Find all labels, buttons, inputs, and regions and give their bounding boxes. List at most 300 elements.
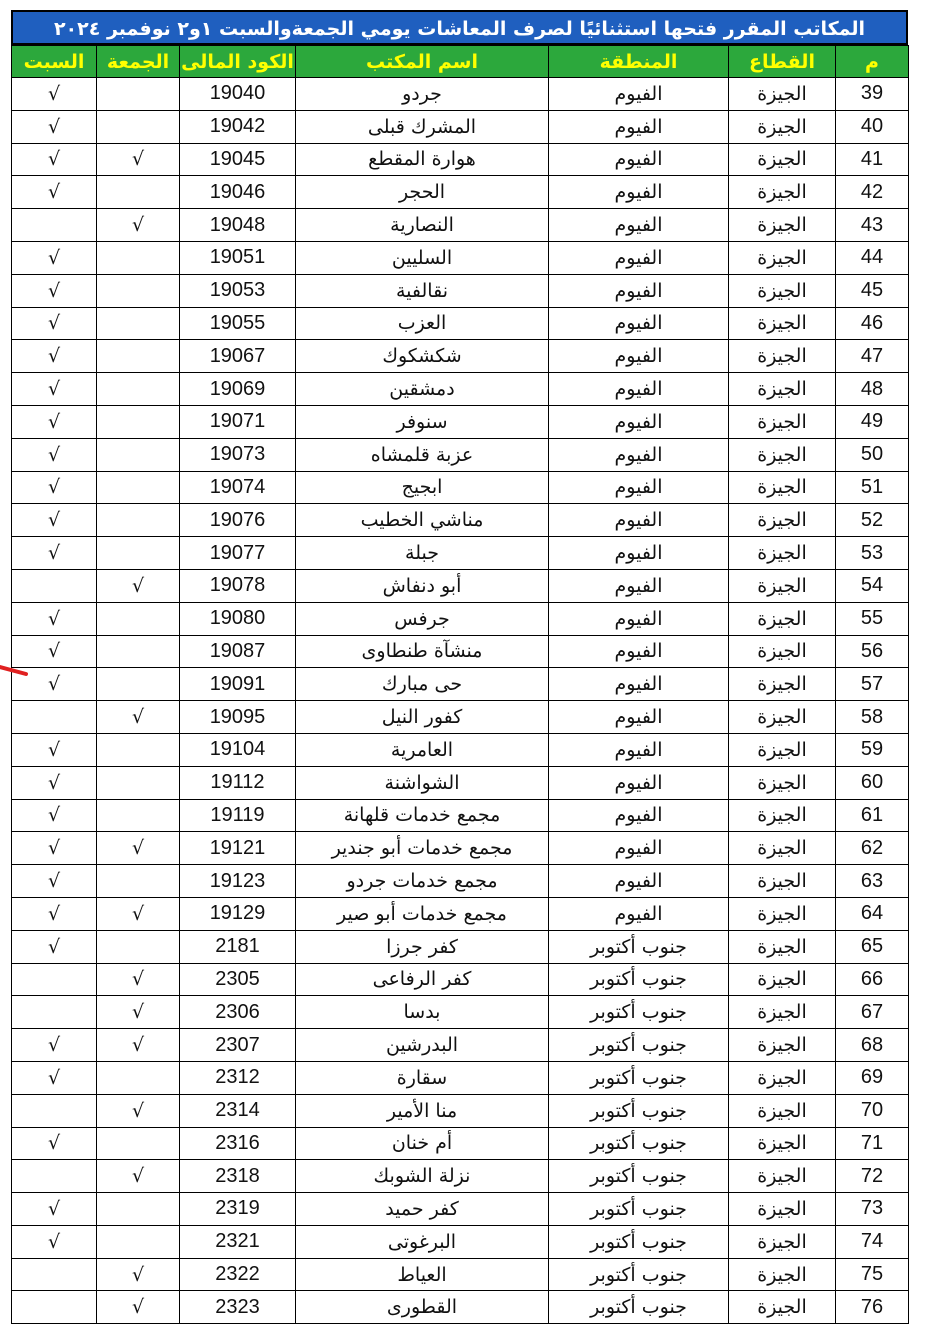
cell-sector: الجيزة	[729, 996, 836, 1029]
cell-office-name: نقالفية	[296, 274, 549, 307]
cell-saturday-check: √	[12, 78, 97, 111]
cell-region: الفيوم	[549, 209, 729, 242]
cell-region: جنوب أكتوبر	[549, 1258, 729, 1291]
cell-sector: الجيزة	[729, 865, 836, 898]
cell-office-name: ابجيج	[296, 471, 549, 504]
cell-financial-code: 19051	[180, 241, 296, 274]
cell-region: الفيوم	[549, 799, 729, 832]
cell-region: الفيوم	[549, 78, 729, 111]
cell-financial-code: 2312	[180, 1061, 296, 1094]
cell-friday-check	[97, 799, 180, 832]
cell-financial-code: 19076	[180, 504, 296, 537]
offices-table	[11, 45, 909, 1324]
cell-financial-code: 19121	[180, 832, 296, 865]
table-header-row	[12, 46, 909, 78]
column-header-saturday: السبت	[12, 46, 97, 78]
cell-sector: الجيزة	[729, 340, 836, 373]
cell-saturday-check: √	[12, 143, 97, 176]
cell-region: الفيوم	[549, 701, 729, 734]
cell-sector: الجيزة	[729, 241, 836, 274]
table-row	[12, 930, 909, 963]
table-row	[12, 799, 909, 832]
cell-region: الفيوم	[549, 865, 729, 898]
cell-number: 75	[836, 1258, 909, 1291]
cell-financial-code: 19045	[180, 143, 296, 176]
cell-sector: الجيزة	[729, 471, 836, 504]
cell-number: 47	[836, 340, 909, 373]
cell-financial-code: 2307	[180, 1029, 296, 1062]
cell-friday-check	[97, 733, 180, 766]
cell-financial-code: 19046	[180, 176, 296, 209]
cell-saturday-check: √	[12, 405, 97, 438]
cell-office-name: دمشقين	[296, 373, 549, 406]
cell-region: الفيوم	[549, 897, 729, 930]
table-row	[12, 537, 909, 570]
cell-financial-code: 19095	[180, 701, 296, 734]
red-annotation-mark	[0, 663, 28, 677]
cell-office-name: جبلة	[296, 537, 549, 570]
cell-friday-check	[97, 1127, 180, 1160]
cell-office-name: هوارة المقطع	[296, 143, 549, 176]
cell-friday-check: √	[97, 1291, 180, 1324]
cell-financial-code: 19042	[180, 110, 296, 143]
cell-office-name: منا الأمير	[296, 1094, 549, 1127]
cell-sector: الجيزة	[729, 668, 836, 701]
cell-saturday-check: √	[12, 438, 97, 471]
cell-sector: الجيزة	[729, 930, 836, 963]
cell-financial-code: 19112	[180, 766, 296, 799]
cell-region: جنوب أكتوبر	[549, 1127, 729, 1160]
cell-office-name: البرغوتى	[296, 1225, 549, 1258]
cell-region: الفيوم	[549, 438, 729, 471]
cell-saturday-check	[12, 569, 97, 602]
cell-sector: الجيزة	[729, 602, 836, 635]
table-row	[12, 1127, 909, 1160]
cell-saturday-check: √	[12, 241, 97, 274]
cell-number: 73	[836, 1193, 909, 1226]
cell-friday-check	[97, 930, 180, 963]
cell-saturday-check: √	[12, 799, 97, 832]
cell-region: الفيوم	[549, 602, 729, 635]
table-row	[12, 668, 909, 701]
cell-number: 59	[836, 733, 909, 766]
cell-region: الفيوم	[549, 569, 729, 602]
cell-financial-code: 2305	[180, 963, 296, 996]
table-row	[12, 209, 909, 242]
cell-saturday-check	[12, 209, 97, 242]
cell-region: الفيوم	[549, 241, 729, 274]
cell-sector: الجيزة	[729, 963, 836, 996]
cell-region: الفيوم	[549, 832, 729, 865]
cell-saturday-check: √	[12, 340, 97, 373]
table-row	[12, 635, 909, 668]
table-row	[12, 373, 909, 406]
cell-office-name: أم خنان	[296, 1127, 549, 1160]
cell-friday-check	[97, 78, 180, 111]
table-row	[12, 1225, 909, 1258]
cell-number: 72	[836, 1160, 909, 1193]
column-header-code: الكود المالى	[180, 46, 296, 78]
cell-friday-check	[97, 766, 180, 799]
cell-number: 54	[836, 569, 909, 602]
cell-office-name: مناشي الخطيب	[296, 504, 549, 537]
cell-office-name: العياط	[296, 1258, 549, 1291]
table-row	[12, 405, 909, 438]
table-row	[12, 996, 909, 1029]
cell-financial-code: 2181	[180, 930, 296, 963]
column-header-sector: القطاع	[729, 46, 836, 78]
cell-number: 68	[836, 1029, 909, 1062]
cell-friday-check	[97, 274, 180, 307]
cell-friday-check	[97, 1225, 180, 1258]
cell-saturday-check: √	[12, 110, 97, 143]
cell-financial-code: 19071	[180, 405, 296, 438]
cell-financial-code: 2323	[180, 1291, 296, 1324]
cell-financial-code: 19080	[180, 602, 296, 635]
cell-sector: الجيزة	[729, 504, 836, 537]
cell-office-name: سنوفر	[296, 405, 549, 438]
cell-financial-code: 2319	[180, 1193, 296, 1226]
table-row	[12, 602, 909, 635]
cell-office-name: كفور النيل	[296, 701, 549, 734]
cell-number: 45	[836, 274, 909, 307]
cell-financial-code: 2306	[180, 996, 296, 1029]
table-row	[12, 307, 909, 340]
cell-saturday-check: √	[12, 1225, 97, 1258]
cell-region: الفيوم	[549, 733, 729, 766]
table-row	[12, 176, 909, 209]
cell-financial-code: 19129	[180, 897, 296, 930]
cell-friday-check: √	[97, 569, 180, 602]
cell-sector: الجيزة	[729, 569, 836, 602]
cell-region: الفيوم	[549, 471, 729, 504]
cell-region: جنوب أكتوبر	[549, 1291, 729, 1324]
cell-friday-check: √	[97, 963, 180, 996]
cell-friday-check	[97, 340, 180, 373]
cell-sector: الجيزة	[729, 405, 836, 438]
cell-office-name: مجمع خدمات قلهانة	[296, 799, 549, 832]
column-header-friday: الجمعة	[97, 46, 180, 78]
cell-sector: الجيزة	[729, 1029, 836, 1062]
cell-saturday-check: √	[12, 176, 97, 209]
cell-region: الفيوم	[549, 274, 729, 307]
cell-office-name: المشرك قبلى	[296, 110, 549, 143]
cell-number: 70	[836, 1094, 909, 1127]
offices-sheet	[11, 10, 908, 1324]
cell-financial-code: 2316	[180, 1127, 296, 1160]
cell-number: 56	[836, 635, 909, 668]
table-row	[12, 504, 909, 537]
cell-saturday-check: √	[12, 537, 97, 570]
cell-saturday-check: √	[12, 1029, 97, 1062]
cell-sector: الجيزة	[729, 766, 836, 799]
cell-region: الفيوم	[549, 373, 729, 406]
cell-number: 74	[836, 1225, 909, 1258]
cell-region: الفيوم	[549, 307, 729, 340]
cell-financial-code: 19123	[180, 865, 296, 898]
cell-office-name: كفر الرفاعى	[296, 963, 549, 996]
cell-saturday-check: √	[12, 832, 97, 865]
table-row	[12, 340, 909, 373]
cell-office-name: الحجر	[296, 176, 549, 209]
cell-friday-check	[97, 373, 180, 406]
cell-sector: الجيزة	[729, 307, 836, 340]
cell-sector: الجيزة	[729, 799, 836, 832]
cell-friday-check	[97, 176, 180, 209]
cell-office-name: الشواشنة	[296, 766, 549, 799]
cell-number: 50	[836, 438, 909, 471]
cell-region: الفيوم	[549, 143, 729, 176]
cell-office-name: حى مبارك	[296, 668, 549, 701]
cell-region: الفيوم	[549, 405, 729, 438]
table-row	[12, 241, 909, 274]
cell-region: جنوب أكتوبر	[549, 930, 729, 963]
cell-region: جنوب أكتوبر	[549, 1029, 729, 1062]
cell-saturday-check: √	[12, 373, 97, 406]
cell-sector: الجيزة	[729, 701, 836, 734]
cell-office-name: مجمع خدمات أبو صير	[296, 897, 549, 930]
cell-office-name: القطورى	[296, 1291, 549, 1324]
cell-region: الفيوم	[549, 504, 729, 537]
cell-friday-check	[97, 438, 180, 471]
cell-office-name: البدرشين	[296, 1029, 549, 1062]
cell-sector: الجيزة	[729, 438, 836, 471]
cell-financial-code: 19055	[180, 307, 296, 340]
cell-number: 62	[836, 832, 909, 865]
cell-saturday-check	[12, 963, 97, 996]
table-body	[12, 78, 909, 1324]
cell-friday-check	[97, 504, 180, 537]
cell-number: 48	[836, 373, 909, 406]
cell-financial-code: 19048	[180, 209, 296, 242]
cell-friday-check: √	[97, 897, 180, 930]
table-row	[12, 438, 909, 471]
cell-saturday-check: √	[12, 274, 97, 307]
cell-friday-check: √	[97, 1029, 180, 1062]
cell-friday-check: √	[97, 701, 180, 734]
cell-office-name: جردو	[296, 78, 549, 111]
table-row	[12, 865, 909, 898]
cell-saturday-check	[12, 1160, 97, 1193]
table-row	[12, 1193, 909, 1226]
cell-friday-check	[97, 1061, 180, 1094]
cell-office-name: النصارية	[296, 209, 549, 242]
cell-office-name: عزبة قلمشاه	[296, 438, 549, 471]
table-row	[12, 701, 909, 734]
cell-sector: الجيزة	[729, 176, 836, 209]
cell-friday-check	[97, 537, 180, 570]
table-row	[12, 733, 909, 766]
cell-saturday-check: √	[12, 897, 97, 930]
cell-financial-code: 19091	[180, 668, 296, 701]
cell-region: الفيوم	[549, 340, 729, 373]
cell-number: 61	[836, 799, 909, 832]
table-row	[12, 1291, 909, 1324]
cell-number: 49	[836, 405, 909, 438]
cell-sector: الجيزة	[729, 1291, 836, 1324]
cell-friday-check	[97, 1193, 180, 1226]
cell-office-name: منشآة طنطاوى	[296, 635, 549, 668]
table-row	[12, 1258, 909, 1291]
cell-financial-code: 19087	[180, 635, 296, 668]
cell-number: 53	[836, 537, 909, 570]
cell-saturday-check: √	[12, 635, 97, 668]
cell-number: 69	[836, 1061, 909, 1094]
cell-region: الفيوم	[549, 537, 729, 570]
cell-financial-code: 19074	[180, 471, 296, 504]
table-row	[12, 471, 909, 504]
cell-number: 43	[836, 209, 909, 242]
cell-region: جنوب أكتوبر	[549, 996, 729, 1029]
cell-region: جنوب أكتوبر	[549, 1061, 729, 1094]
cell-office-name: مجمع خدمات جردو	[296, 865, 549, 898]
cell-sector: الجيزة	[729, 1160, 836, 1193]
cell-number: 41	[836, 143, 909, 176]
cell-saturday-check	[12, 1094, 97, 1127]
cell-region: جنوب أكتوبر	[549, 1225, 729, 1258]
cell-sector: الجيزة	[729, 1193, 836, 1226]
cell-saturday-check: √	[12, 865, 97, 898]
cell-number: 71	[836, 1127, 909, 1160]
table-row	[12, 766, 909, 799]
cell-financial-code: 19073	[180, 438, 296, 471]
cell-financial-code: 2322	[180, 1258, 296, 1291]
cell-financial-code: 2318	[180, 1160, 296, 1193]
cell-region: الفيوم	[549, 110, 729, 143]
table-row	[12, 569, 909, 602]
cell-saturday-check: √	[12, 471, 97, 504]
cell-number: 64	[836, 897, 909, 930]
cell-friday-check	[97, 865, 180, 898]
cell-sector: الجيزة	[729, 373, 836, 406]
table-row	[12, 78, 909, 111]
cell-office-name: جرفس	[296, 602, 549, 635]
cell-saturday-check: √	[12, 1127, 97, 1160]
cell-friday-check	[97, 307, 180, 340]
cell-sector: الجيزة	[729, 537, 836, 570]
cell-sector: الجيزة	[729, 635, 836, 668]
cell-number: 65	[836, 930, 909, 963]
cell-financial-code: 19077	[180, 537, 296, 570]
cell-saturday-check: √	[12, 930, 97, 963]
cell-office-name: نزلة الشوبك	[296, 1160, 549, 1193]
cell-number: 76	[836, 1291, 909, 1324]
cell-friday-check	[97, 241, 180, 274]
cell-region: الفيوم	[549, 766, 729, 799]
cell-office-name: أبو دنفاش	[296, 569, 549, 602]
cell-sector: الجيزة	[729, 1258, 836, 1291]
cell-office-name: مجمع خدمات أبو جندير	[296, 832, 549, 865]
table-row	[12, 1094, 909, 1127]
cell-region: جنوب أكتوبر	[549, 1160, 729, 1193]
cell-number: 51	[836, 471, 909, 504]
cell-saturday-check	[12, 1291, 97, 1324]
cell-friday-check	[97, 471, 180, 504]
cell-number: 58	[836, 701, 909, 734]
table-row	[12, 1160, 909, 1193]
cell-office-name: شكشكوك	[296, 340, 549, 373]
cell-friday-check: √	[97, 209, 180, 242]
cell-financial-code: 19040	[180, 78, 296, 111]
cell-office-name: كفر حميد	[296, 1193, 549, 1226]
cell-financial-code: 2321	[180, 1225, 296, 1258]
table-row	[12, 963, 909, 996]
cell-office-name: بدسا	[296, 996, 549, 1029]
cell-saturday-check	[12, 701, 97, 734]
cell-number: 52	[836, 504, 909, 537]
cell-number: 57	[836, 668, 909, 701]
cell-financial-code: 19119	[180, 799, 296, 832]
cell-sector: الجيزة	[729, 110, 836, 143]
table-row	[12, 143, 909, 176]
cell-region: الفيوم	[549, 668, 729, 701]
cell-saturday-check	[12, 1258, 97, 1291]
cell-office-name: كفر جرزا	[296, 930, 549, 963]
cell-sector: الجيزة	[729, 1127, 836, 1160]
cell-number: 40	[836, 110, 909, 143]
cell-financial-code: 19053	[180, 274, 296, 307]
cell-sector: الجيزة	[729, 143, 836, 176]
cell-sector: الجيزة	[729, 897, 836, 930]
cell-friday-check: √	[97, 832, 180, 865]
cell-number: 66	[836, 963, 909, 996]
cell-region: جنوب أكتوبر	[549, 963, 729, 996]
cell-sector: الجيزة	[729, 274, 836, 307]
cell-friday-check	[97, 405, 180, 438]
table-row	[12, 274, 909, 307]
cell-friday-check: √	[97, 996, 180, 1029]
cell-saturday-check: √	[12, 733, 97, 766]
cell-number: 44	[836, 241, 909, 274]
cell-friday-check: √	[97, 143, 180, 176]
table-row	[12, 897, 909, 930]
column-header-office: اسم المكتب	[296, 46, 549, 78]
cell-sector: الجيزة	[729, 78, 836, 111]
cell-friday-check	[97, 635, 180, 668]
cell-saturday-check: √	[12, 1193, 97, 1226]
cell-financial-code: 19078	[180, 569, 296, 602]
cell-region: الفيوم	[549, 635, 729, 668]
cell-friday-check: √	[97, 1094, 180, 1127]
cell-friday-check: √	[97, 1258, 180, 1291]
cell-saturday-check: √	[12, 504, 97, 537]
table-row	[12, 110, 909, 143]
cell-region: جنوب أكتوبر	[549, 1094, 729, 1127]
cell-friday-check	[97, 602, 180, 635]
cell-sector: الجيزة	[729, 209, 836, 242]
cell-financial-code: 19069	[180, 373, 296, 406]
cell-financial-code: 2314	[180, 1094, 296, 1127]
column-header-region: المنطقة	[549, 46, 729, 78]
cell-friday-check	[97, 668, 180, 701]
cell-sector: الجيزة	[729, 1094, 836, 1127]
cell-sector: الجيزة	[729, 1061, 836, 1094]
cell-region: الفيوم	[549, 176, 729, 209]
cell-financial-code: 19067	[180, 340, 296, 373]
cell-number: 42	[836, 176, 909, 209]
cell-sector: الجيزة	[729, 1225, 836, 1258]
cell-number: 55	[836, 602, 909, 635]
cell-saturday-check: √	[12, 668, 97, 701]
cell-saturday-check: √	[12, 766, 97, 799]
cell-friday-check: √	[97, 1160, 180, 1193]
table-row	[12, 1029, 909, 1062]
cell-number: 67	[836, 996, 909, 1029]
cell-number: 60	[836, 766, 909, 799]
cell-saturday-check: √	[12, 1061, 97, 1094]
column-header-m: م	[836, 46, 909, 78]
cell-saturday-check: √	[12, 602, 97, 635]
